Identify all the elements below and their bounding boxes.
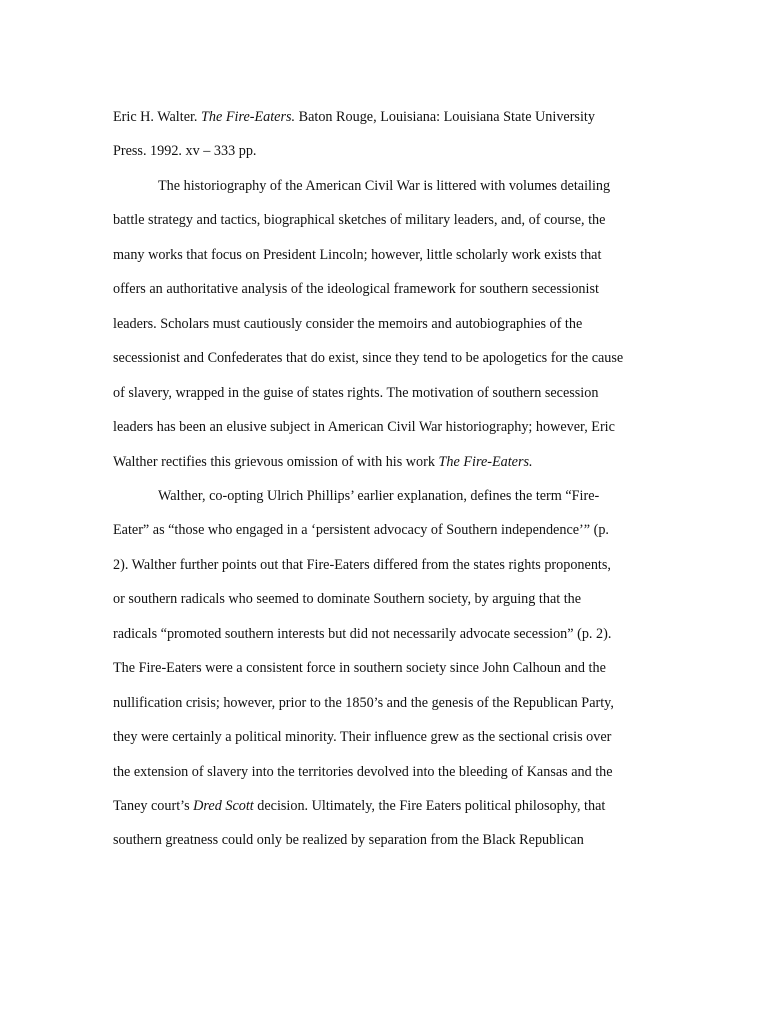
paragraph-line	[113, 348, 623, 368]
text-run: nullification crisis; however, prior to the 1850’s and the genesis of the Republican Party,	[113, 695, 614, 711]
paragraph-line	[113, 796, 605, 816]
text-run: 2). Walther further points out that Fire-Eaters differed from the states rights proponents,	[113, 557, 611, 573]
text-run: Walther, co-opting Ulrich Phillips’ earlier explanation, defines the term “Fire-	[158, 488, 600, 504]
paragraph-line	[113, 624, 611, 644]
text-run: leaders has been an elusive subject in American Civil War historiography; however, Eric	[113, 419, 615, 435]
paragraph-line	[113, 417, 615, 437]
text-run: or southern radicals who seemed to dominate Southern society, by arguing that the	[113, 591, 582, 607]
text-run: Press. 1992. xv – 333 pp.	[113, 143, 257, 159]
text-run: secessionist and Confederates that do exist, since they tend to be apologetics for the cause	[113, 350, 624, 366]
text-run: leaders. Scholars must cautiously consider the memoirs and autobiographies of the	[113, 316, 583, 332]
text-run: the extension of slavery into the territories devolved into the bleeding of Kansas and the	[113, 764, 613, 780]
paragraph-line	[113, 210, 605, 230]
paragraph-line	[113, 693, 614, 713]
text-run: Taney court’s	[113, 798, 194, 814]
paragraph-line	[113, 762, 613, 782]
citation-line	[113, 107, 595, 127]
citation-line	[113, 141, 256, 161]
text-run: The historiography of the American Civil War is littered with volumes detailing	[158, 178, 611, 194]
paragraph-line	[113, 589, 581, 609]
text-run: Eater” as “those who engaged in a ‘persistent advocacy of Southern independence’” (p.	[113, 522, 609, 538]
text-run: radicals “promoted southern interests but did not necessarily advocate secession” (p. 2).	[113, 626, 612, 642]
italic-title-text: Dred Scott	[193, 798, 254, 814]
italic-title-text: The Fire-Eaters.	[201, 109, 296, 125]
italic-title-text: The Fire-Eaters.	[438, 454, 533, 470]
text-run: Baton Rouge, Louisiana: Louisiana State University	[295, 109, 595, 125]
paragraph-line	[158, 486, 599, 506]
paragraph-line	[113, 452, 533, 472]
text-run: offers an authoritative analysis of the ideological framework for southern secessionist	[113, 281, 599, 297]
paragraph-line	[113, 314, 582, 334]
text-run: many works that focus on President Lincoln; however, little scholarly work exists that	[113, 247, 602, 263]
text-run: The Fire-Eaters were a consistent force in southern society since John Calhoun and the	[113, 660, 606, 676]
paragraph-line	[113, 520, 609, 540]
paragraph-line	[113, 658, 606, 678]
paragraph-line	[113, 555, 611, 575]
paragraph-line	[113, 383, 598, 403]
text-run: battle strategy and tactics, biographical sketches of military leaders, and, of course, the	[113, 212, 606, 228]
text-run: of slavery, wrapped in the guise of states rights. The motivation of southern secession	[113, 385, 599, 401]
paragraph-line	[113, 830, 584, 850]
text-run: they were certainly a political minority. Their influence grew as the sectional crisis over	[113, 729, 612, 745]
paragraph-line	[113, 727, 611, 747]
text-run: Walther rectifies this grievous omission of with his work	[113, 454, 439, 470]
text-run: decision. Ultimately, the Fire Eaters political philosophy, that	[253, 798, 606, 814]
paragraph-line	[158, 176, 610, 196]
paragraph-line	[113, 279, 599, 299]
paragraph-line	[113, 245, 601, 265]
text-run: southern greatness could only be realized by separation from the Black Republican	[113, 832, 584, 848]
text-run: Eric H. Walter.	[113, 109, 202, 125]
